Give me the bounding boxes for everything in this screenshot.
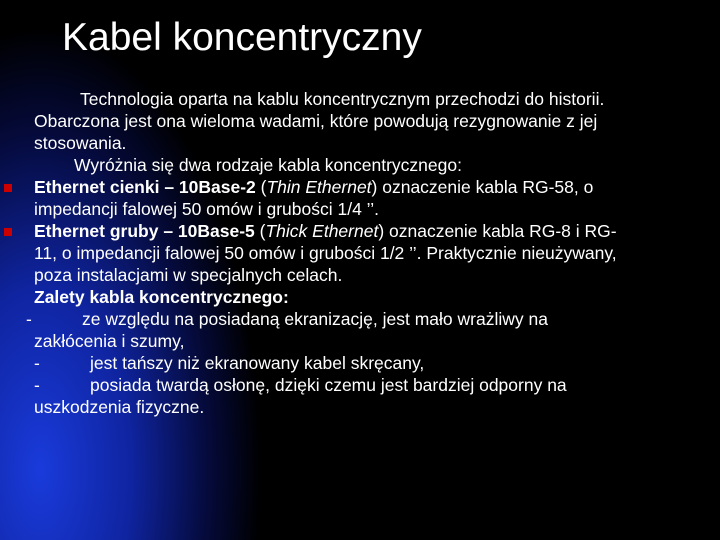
bullet-marker bbox=[4, 228, 12, 236]
advantage-1-line-1 bbox=[26, 308, 714, 330]
advantages-heading: Zalety kabla koncentrycznego: bbox=[34, 287, 289, 307]
bullet-1-line-2: impedancji falowej 50 omów i grubości 1/4 ’’. bbox=[34, 199, 379, 219]
paragraph-1-line-3: stosowania. bbox=[34, 133, 127, 153]
bullet-1-line-1 bbox=[34, 176, 714, 198]
advantage-1-line-2: zakłócenia i szumy, bbox=[34, 331, 185, 351]
bullet-1-name: Ethernet cienki – 10Base-2 bbox=[34, 177, 256, 197]
advantage-2-text: jest tańszy niż ekranowany kabel skręcany, bbox=[90, 353, 425, 373]
advantage-3-text: posiada twardą osłonę, dzięki czemu jest bardziej odporny na bbox=[90, 375, 567, 395]
advantage-2-dash: - bbox=[34, 353, 40, 373]
paragraph-2: Wyróżnia się dwa rodzaje kabla koncentrycznego: bbox=[74, 155, 462, 175]
advantage-3-line-2: uszkodzenia fizyczne. bbox=[34, 397, 205, 417]
bullet-1-rest: ) oznaczenie kabla RG-58, o bbox=[371, 177, 594, 197]
paragraph-1-line-2: Obarczona jest ona wieloma wadami, które powodują rezygnowanie z jej bbox=[34, 111, 598, 131]
advantage-3-dash: - bbox=[34, 375, 40, 395]
slide-title: Kabel koncentryczny bbox=[62, 16, 422, 59]
advantage-1-dash: - bbox=[26, 309, 32, 329]
bullet-2-line-2: 11, o impedancji falowej 50 omów i grubości 1/2 ’’. Praktycznie nieużywany, bbox=[34, 243, 617, 263]
bullet-2-italic: Thick Ethernet bbox=[265, 221, 379, 241]
bullet-item-thin-ethernet bbox=[34, 176, 714, 220]
advantage-3-line-1 bbox=[34, 374, 714, 396]
bullet-2-name: Ethernet gruby – 10Base-5 bbox=[34, 221, 255, 241]
slide-body bbox=[26, 88, 714, 418]
bullet-item-thick-ethernet bbox=[34, 220, 714, 286]
bullet-2-line-3: poza instalacjami w specjalnych celach. bbox=[34, 265, 343, 285]
bullet-2-rest: ) oznaczenie kabla RG-8 i RG- bbox=[378, 221, 617, 241]
bullet-2-line-1 bbox=[34, 220, 714, 242]
paragraph-1-line-1: Technologia oparta na kablu koncentrycznym przechodzi do historii. bbox=[80, 89, 605, 109]
advantage-1-text: ze względu na posiadaną ekranizację, jest mało wrażliwy na bbox=[82, 309, 548, 329]
advantage-2-line-1 bbox=[34, 352, 714, 374]
bullet-marker bbox=[4, 184, 12, 192]
bullet-1-italic: Thin Ethernet bbox=[266, 177, 372, 197]
bullet-2-paren: ( bbox=[254, 221, 266, 241]
bullet-1-paren: ( bbox=[255, 177, 267, 197]
